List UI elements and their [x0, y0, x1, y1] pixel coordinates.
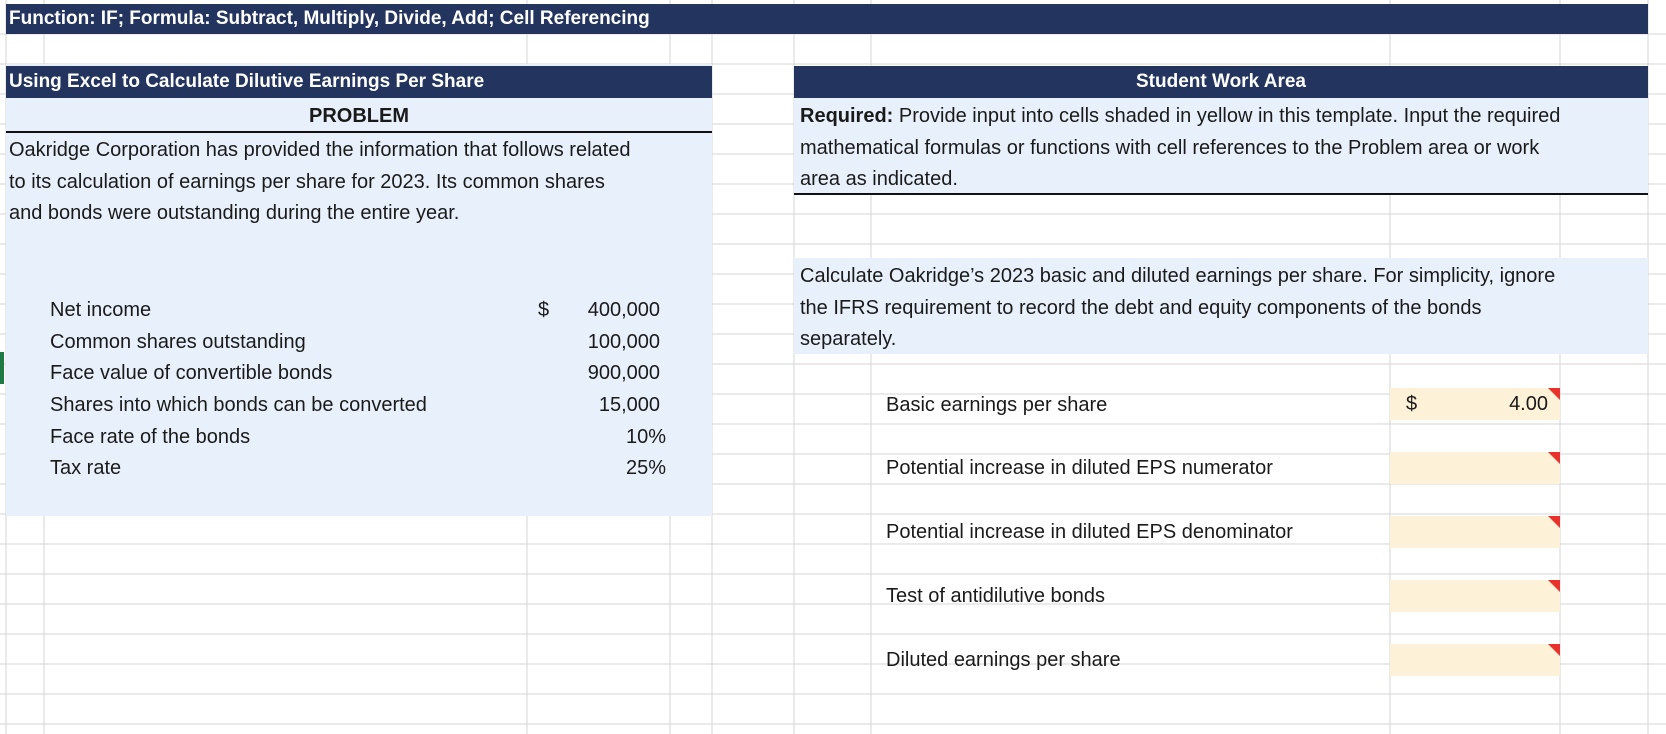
- comment-indicator-icon[interactable]: [1548, 644, 1560, 656]
- problem-row-label: Tax rate: [50, 457, 122, 479]
- comment-indicator-icon[interactable]: [1548, 388, 1560, 400]
- problem-row-label: Face value of convertible bonds: [50, 362, 333, 384]
- problem-row-value: 25%: [625, 457, 666, 479]
- comment-indicator-icon[interactable]: [1548, 516, 1560, 528]
- required-divider: [794, 193, 1648, 195]
- work-row-value: 4.00: [1509, 393, 1548, 415]
- problem-row-value: 10%: [625, 426, 666, 448]
- instruction-line: the IFRS requirement to record the debt and equity components of the bonds: [800, 297, 1482, 319]
- required-line: area as indicated.: [800, 168, 958, 190]
- required-text: Provide input into cells shaded in yellow in this template. Input the required: [893, 105, 1561, 127]
- work-row-currency: $: [1406, 393, 1418, 415]
- problem-description-line: Oakridge Corporation has provided the information that follows related: [9, 139, 631, 161]
- numerator-increase-input[interactable]: [1390, 452, 1560, 484]
- problem-row-label: Face rate of the bonds: [50, 426, 251, 448]
- banner-text: Function: IF; Formula: Subtract, Multiply, Divide, Add; Cell Referencing: [9, 8, 650, 29]
- instruction-line: separately.: [800, 328, 897, 350]
- problem-row-value: 900,000: [587, 362, 660, 384]
- problem-row-currency: $: [538, 299, 550, 321]
- problem-subtitle-divider: [6, 131, 712, 133]
- problem-row-label: Net income: [50, 299, 152, 321]
- work-row-label: Basic earnings per share: [886, 394, 1108, 416]
- work-row-label: Potential increase in diluted EPS numerator: [886, 457, 1273, 479]
- problem-row-value: 100,000: [587, 331, 660, 353]
- comment-indicator-icon[interactable]: [1548, 452, 1560, 464]
- diluted-eps-input[interactable]: [1390, 644, 1560, 676]
- denominator-increase-input[interactable]: [1390, 516, 1560, 548]
- problem-row-label: Common shares outstanding: [50, 331, 306, 353]
- basic-eps-input[interactable]: [1390, 388, 1560, 420]
- required-line: mathematical formulas or functions with cell references to the Problem area or work: [800, 137, 1540, 159]
- row-selection-marker: [0, 352, 4, 384]
- problem-description-line: and bonds were outstanding during the entire year.: [9, 202, 460, 224]
- problem-description-line: to its calculation of earnings per share for 2023. Its common shares: [9, 171, 605, 193]
- work-row-label: Test of antidilutive bonds: [886, 585, 1106, 607]
- problem-title: Using Excel to Calculate Dilutive Earnings Per Share: [9, 71, 485, 92]
- problem-subtitle: PROBLEM: [309, 105, 409, 127]
- work-area-title-cell[interactable]: [794, 66, 1648, 98]
- instruction-line: Calculate Oakridge’s 2023 basic and diluted earnings per share. For simplicity, ignore: [800, 265, 1556, 287]
- problem-row-value: 15,000: [598, 394, 660, 416]
- problem-row-value: 400,000: [587, 299, 660, 321]
- comment-indicator-icon[interactable]: [1548, 580, 1560, 592]
- work-row-label: Diluted earnings per share: [886, 649, 1121, 671]
- work-area-title: Student Work Area: [1136, 71, 1306, 92]
- antidilutive-test-input[interactable]: [1390, 580, 1560, 612]
- work-row-label: Potential increase in diluted EPS denominator: [886, 521, 1293, 543]
- required-label: Required:: [800, 105, 894, 127]
- problem-title-cell[interactable]: [6, 66, 712, 98]
- problem-row-label: Shares into which bonds can be converted: [50, 394, 427, 416]
- banner[interactable]: [6, 4, 1648, 34]
- required-line: [800, 100, 1560, 132]
